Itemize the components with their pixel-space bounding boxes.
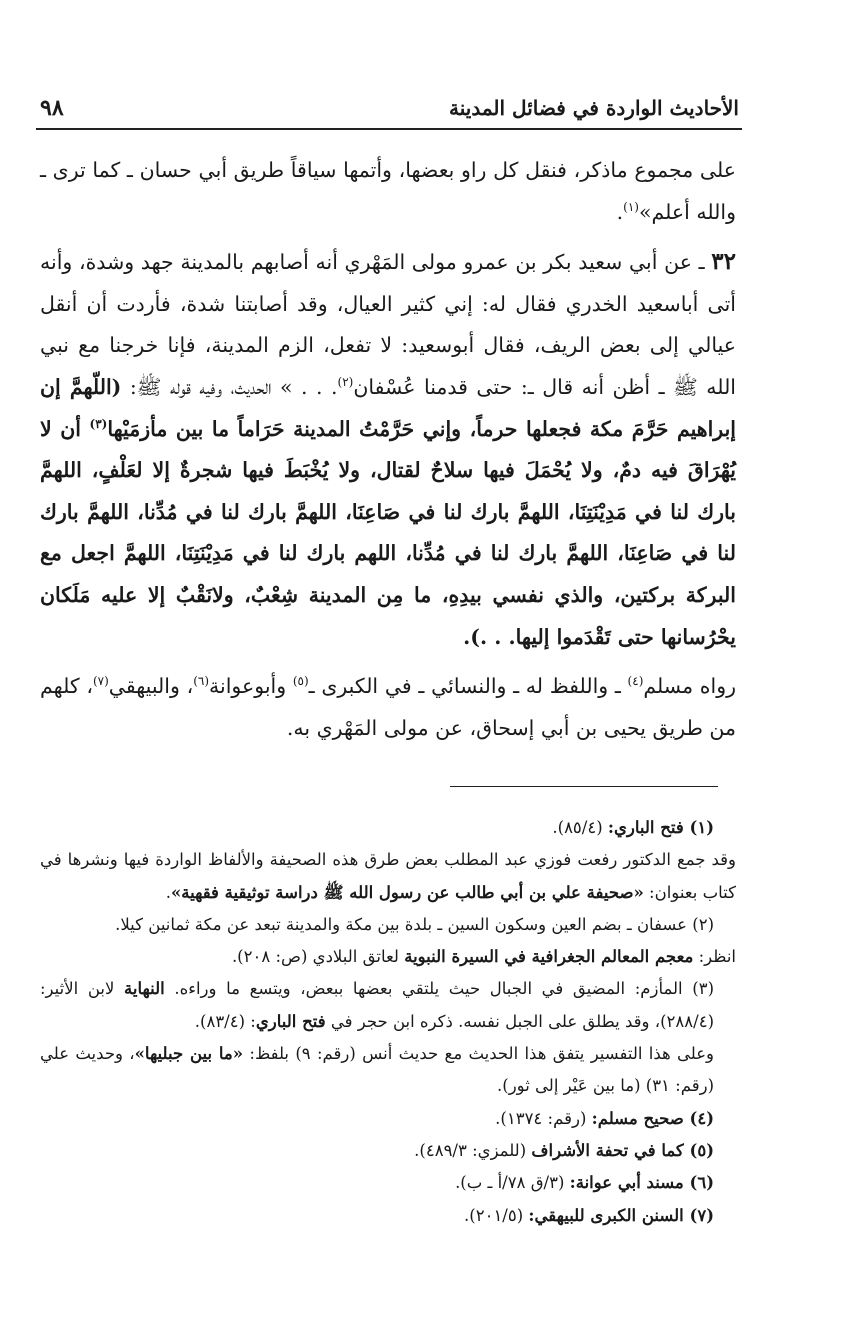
- footnote-7: (٧) السنن الكبرى للبيهقي: (٢٠١/٥).: [464, 1205, 714, 1225]
- paragraph-sources: رواه مسلم$^{(٤)}$ ـ واللفظ له ـ والنسائي ـ في الكبرى ـ$^{(٥)}$ وأبوعوانة$^{(٦)}$، والبيهقي$^{(٧)}$، كلهم من طريق يحيى بن أبي إسحاق، عن مولى المَهْري به.: [40, 674, 736, 740]
- footnotes: [40, 812, 736, 1232]
- footnote-ref: (٣): [89, 416, 108, 431]
- paragraph-hadith: ٣٢ ـ عن أبي سعيد بكر بن عمرو مولى المَهْري أنه أصابهم بالمدينة جهد وشدة، وأنه أتى أباسعيد الخدري فقال له: إني كثير العيال، وقد أصابتنا شدة، فأردت أن أنقل عيالي إلى بعض الريف، فقال أبوسعيد: لا تفعل، الزم المدينة، فإنا خرجنا مع نبي الله ﷺ ـ أظن أنه قال ـ: حتى قدمنا عُسْفان$^{(٢)}$. . . » الحديث، وفيه قوله ﷺ: (اللّهمَّ إن إبراهيم حَرَّمَ مكة فجعلها حرماً، وإني حَرَّمْتُ المدينة حَرَاماً ما بين مأزمَيْها$^{(٣)}$ أن لا يُهْرَاقَ فيه دمٌ، ولا يُحْمَلَ فيها سلاحٌ لقتال، ولا يُخْبَطَ فيها شجرةٌ إلا لعَلْفٍ، اللهمَّ بارك لنا في مَدِيْنَتِنَا، اللهمَّ بارك لنا في صَاعِنَا، اللهمَّ بارك لنا في مُدِّنا، اللهمَّ بارك لنا في صَاعِنَا، اللهمَّ بارك لنا في مُدِّنا، اللهم بارك لنا في مَدِيْنَتِنَا، اللهمَّ اجعل مع البركة بركتين، والذي نفسي بيدِهِ، ما مِن المدينة شِعْبٌ، ولانَقْبٌ إلا عليه مَلَكان يحْرُسانها حتى تَقْدَموا إليها. . .).: [40, 248, 737, 649]
- footnote-separator: [450, 786, 718, 787]
- main-text: [40, 150, 736, 749]
- footnote-ref: (٧): [92, 674, 109, 689]
- hadith-number: ٣٢: [711, 248, 736, 276]
- footnote-ref: (٦): [193, 674, 210, 689]
- header-rule: [36, 128, 742, 130]
- footnote-ref: (١): [623, 199, 639, 214]
- footnote-ref: (٤): [627, 674, 644, 689]
- footnote-2-continued: انظر: معجم المعالم الجغرافية في السيرة النبوية لعاتق البلادي (ص: ٢٠٨).: [231, 947, 736, 967]
- hadith-text: (اللّهمَّ إن إبراهيم حَرَّمَ مكة فجعلها حرماً، وإني حَرَّمْتُ المدينة حَرَاماً ما بين مأزمَيْها: [40, 374, 736, 441]
- footnote-1: (١) فتح الباري: (٨٥/٤).: [552, 818, 714, 837]
- footnote-3: (٣) المأزم: المضيق في الجبال حيث يلتقي بعضها ببعض، ويتسع ما وراءه. النهاية لابن الأثير: (٢٨٨/٤)، وقد يطلق على الجبل نفسه. ذكره ابن حجر في فتح الباري: (٨٣/٤).: [40, 979, 715, 1031]
- footnote-5: (٥) كما في تحفة الأشراف (للمزي: ٤٨٩/٣).: [414, 1140, 714, 1160]
- paragraph-1: على مجموع ماذكر، فنقل كل راو بعضها، وأتمها سياقاً طريق أبي حسان ـ كما ترى ـ والله أعلم»$^{(١)}$.: [40, 158, 736, 224]
- page-header: [40, 90, 739, 126]
- running-title: الأحاديث الواردة في فضائل المدينة: [449, 96, 739, 120]
- footnote-6: (٦) مسند أبي عوانة: (٣/ق ٧٨/أ ـ ب).: [455, 1173, 714, 1193]
- footnote-1-continued: وقد جمع الدكتور رفعت فوزي عبد المطلب بعض طرق هذه الصحيفة والألفاظ الواردة فيها ونشرها في كتاب بعنوان: «صحيفة علي بن أبي طالب عن رسول الله ﷺ دراسة توثيقية فقهية».: [40, 850, 736, 902]
- footnote-2: (٢) عسفان ـ بضم العين وسكون السين ـ بلدة بين مكة والمدينة تبعد عن مكة ثمانين كيلا.: [115, 914, 714, 934]
- footnote-3-continued: وعلى هذا التفسير يتفق هذا الحديث مع حديث أنس (رقم: ٩) بلفظ: «ما بين جبليها»، وحديث علي (رقم: ٣١) (ما بين عَيْر إلى ثور).: [40, 1044, 715, 1096]
- footnote-4: (٤) صحيح مسلم: (رقم: ١٣٧٤).: [495, 1108, 714, 1128]
- page-number: ٩٨: [40, 95, 64, 121]
- footnote-ref: (٥): [292, 674, 309, 689]
- hadith-text-cont: أن لا يُهْرَاقَ فيه دمٌ، ولا يُحْمَلَ فيها سلاحٌ لقتال، ولا يُخْبَطَ فيها شجرةٌ إلا لعَلْفٍ، اللهمَّ بارك لنا في مَدِيْنَتِنَا، اللهمَّ بارك لنا في صَاعِنَا، اللهمَّ بارك لنا في مُدِّنا، اللهمَّ بارك لنا في صَاعِنَا، اللهمَّ بارك لنا في مُدِّنا، اللهم بارك لنا في مَدِيْنَتِنَا، اللهمَّ اجعل مع البركة بركتين، والذي نفسي بيدِهِ، ما مِن المدينة شِعْبٌ، ولانَقْبٌ إلا عليه مَلَكان يحْرُسانها حتى تَقْدَموا إليها. . .).: [40, 416, 736, 649]
- footnote-ref: (٢): [337, 375, 354, 390]
